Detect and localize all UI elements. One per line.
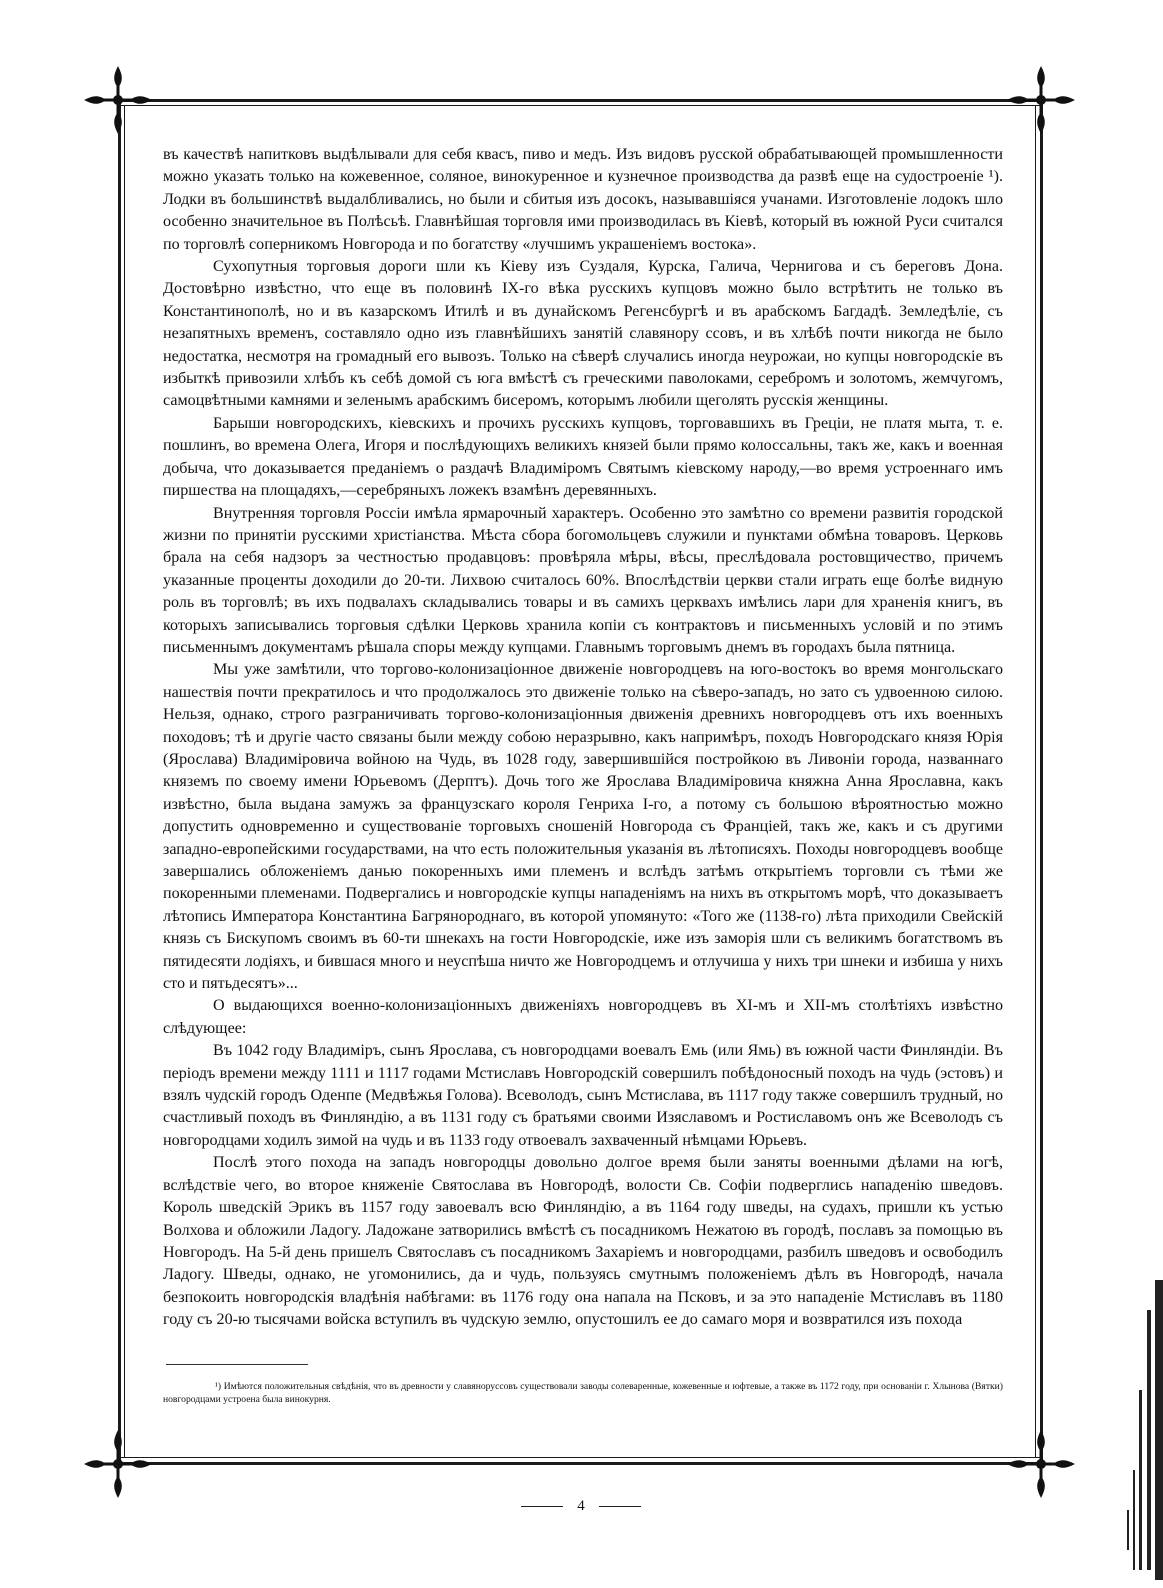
paragraph: Послѣ этого похода на западъ новгородцы довольно долгое время были заняты военными дѣлами на югѣ, вслѣдствіе чего, во второе княженіе Святослава въ Новгородѣ, волости Св. Софіи подверглись нападенію шведовъ. Король шведскій Эрикъ въ 1157 году завоевалъ всю Финляндію, а въ 1164 году шведы, на судахъ, пришли къ устью Волхова и обложили Ладогу. Ладожане затворились вмѣстѣ съ посадникомъ Нежатою въ городѣ, пославъ за помощью въ Новгородъ. На 5-й день пришелъ Святославъ съ посадникомъ Захаріемъ и новгородцами, разбилъ шведовъ и освободилъ Ладогу. Шведы, однако, не угомонились, да и чудь, пользуясь смутнымъ положеніемъ дѣлъ въ Новгородѣ, начала безпокоить новгородскія владѣнія набѣгами: въ 1176 году она напала на Псковъ, и за это нападеніе Мстиславъ въ 1180 году съ 20-ю тысячами войска вступилъ въ чудскую землю, опустошилъ ее до самаго моря и возвратился изъ похода: [163, 1154, 1003, 1329]
page-number-dash-right: [599, 1506, 641, 1507]
frame-top-border: [118, 99, 1040, 102]
paragraph: Сухопутныя торговыя дороги шли къ Кіеву изъ Суздаля, Курска, Галича, Чернигова и съ береговъ Дона. Достовѣрно извѣстно, что еще въ половинѣ IX-го вѣка русскихъ купцовъ можно было встрѣтить не только въ Константинополѣ, но и въ казарскомъ Итилѣ и въ дунайскомъ Регенсбургѣ и въ арабскомъ Багдадѣ. Земледѣліе, съ незапятныхъ временъ, составляло одно изъ главнѣйшихъ занятій славянору ссовъ, и въ хлѣбѣ почти никогда не было недостатка, несмотря на громадный его вывозъ. Только на сѣверѣ случались иногда неурожаи, но купцы новгородскіе въ избыткѣ привозили хлѣбъ къ себѣ домой съ юга вмѣстѣ съ греческими паволоками, серебромъ и золотомъ, жемчугомъ, самоцвѣтными камнями и зеленымъ арабскимъ бисеромъ, которымъ любили щеголять русскія женщины.: [163, 258, 1003, 410]
corner-ornament-icon: [1001, 60, 1081, 140]
footnote: ¹) Имѣются положительныя свѣдѣнія, что въ древности у славяноруссовъ существовали заводы солеваренные, кожевенные и юфтевые, а также въ 1172 году, при основаніи г. Хлынова (Вятки) новгородцами устроена была винокурня.: [163, 1381, 1003, 1405]
frame-right-inner-border: [1035, 105, 1036, 1458]
frame-left-border: [118, 99, 121, 1465]
scan-artifact: [1125, 1270, 1163, 1588]
frame-left-inner-border: [124, 105, 125, 1458]
paragraph: въ качествѣ напитковъ выдѣлывали для себя квасъ, пиво и медъ. Изъ видовъ русской обрабатывающей промышленности можно указать только на кожевенное, соляное, винокуренное и кузнечное производства да развѣ еще на судостроеніе ¹). Лодки въ большинствѣ выдалбливались, но были и сбитыя изъ досокъ, называвшіяся учанами. Изготовленіе лодокъ шло особенно значительное въ Полѣсьѣ. Главнѣйшая торговля ими производилась въ Кіевѣ, который въ южной Руси считался по торговлѣ соперникомъ Новгорода и по богатству «лучшимъ украшеніемъ востока».: [163, 146, 1003, 253]
paragraph: Внутренняя торговля Россіи имѣла ярмарочный характеръ. Особенно это замѣтно со времени развитія городской жизни по принятіи русскими христіанства. Мѣста сбора богомольцевъ служили и пунктами обмѣна товаровъ. Церковь брала на себя надзоръ за честностью продавцовъ: провѣряла мѣры, вѣсы, преслѣдовала ростовщичество, причемъ указанные проценты доходили до 20-ти. Лихвою считалось 60%. Впослѣдствіи церкви стали играть еще болѣе видную роль въ торговлѣ; въ ихъ подвалахъ складывались товары и въ самихъ церквахъ имѣлись лари для храненія книгъ, въ которыхъ записывались торговыя сдѣлки Церковь хранила копіи съ контрактовъ и письменныхъ условій и по этимъ письменнымъ документамъ рѣшала споры между купцами. Главнымъ торговымъ днемъ въ городахъ была пятница.: [163, 504, 1003, 656]
page-number: 4: [577, 1498, 585, 1514]
corner-ornament-icon: [1001, 1424, 1081, 1504]
paragraph: Мы уже замѣтили, что торгово-колонизаціонное движеніе новгородцевъ на юго-востокъ во время монгольскаго нашествія почти прекратилось и что продолжалось это движеніе только на сѣверо-западъ, но зато съ удвоенною силою. Нельзя, однако, строго разграничивать торгово-колонизаціонныя движенія древнихъ новгородцевъ отъ ихъ военныхъ походовъ; тѣ и другіе часто связаны были между собою неразрывно, какъ напримѣръ, походъ Новгородскаго князя Юрія (Ярослава) Владиміровича войною на Чудь, въ 1028 году, завершившійся постройкою въ Ливоніи города, названнаго княземъ по своему имени Юрьевомъ (Дерптъ). Дочь того же Ярослава Владиміровича княжна Анна Ярославна, какъ извѣстно, была выдана замужъ за французскаго короля Генриха I-го, а потому съ большою вѣроятностью можно допустить одновременно и существованіе торговыхъ сношеній Новгорода съ Франціей, такъ же, какъ и съ другими западно-европейскими государствами, на что есть положительныя указанія въ лѣтописяхъ. Походы новгородцевъ вообще завершались обложеніемъ данью покоренныхъ ими племенъ и вслѣдъ затѣмъ открытіемъ торговли съ тѣми же покоренными племенами. Подвергались и новгородскіе купцы нападеніямъ на нихъ въ открытомъ морѣ, что доказываетъ лѣтопись Императора Константина Багрянороднаго, въ которой упомянуто: «Того же (1138-го) лѣта приходили Свейскій князь съ Бискупомъ своимъ въ 60-ти шнекахъ на гости Новгородскіе, иже изъ заморія шли съ великимъ богатствомъ въ пятидесяти лодіяхъ, и бившася много и неуспѣша ничто же Новгородцемъ и отлучиша у нихъ три шнеки и избиша у нихъ сто и пятьдесятъ»...: [163, 661, 1003, 993]
page-number-area: [481, 1494, 681, 1518]
paragraph: О выдающихся военно-колонизаціонныхъ движеніяхъ новгородцевъ въ XI-мъ и XII-мъ столѣтіяхъ извѣстно слѣдующее:: [163, 997, 1003, 1037]
frame-right-border: [1040, 99, 1043, 1465]
corner-ornament-icon: [78, 60, 158, 140]
frame-bottom-border: [118, 1462, 1040, 1465]
body-text: [163, 144, 1003, 1332]
corner-ornament-icon: [78, 1424, 158, 1504]
footnote-divider: [166, 1364, 308, 1365]
paragraph: Барыши новгородскихъ, кіевскихъ и прочихъ русскихъ купцовъ, торговавшихъ въ Греціи, не платя мыта, т. е. пошлинъ, во времена Олега, Игоря и послѣдующихъ великихъ князей были прямо колоссальны, такъ же, какъ и военная добыча, что доказывается преданіемъ о раздачѣ Владиміромъ Святымъ кіевскому народу,—во время устроеннаго имъ пиршества на площадяхъ,—серебряныхъ ложекъ взамѣнъ деревянныхъ.: [163, 414, 1003, 500]
page-number-dash-left: [521, 1506, 563, 1507]
frame-bottom-inner-border: [118, 1457, 1040, 1458]
frame-top-inner-border: [118, 105, 1040, 106]
paragraph: Въ 1042 году Владиміръ, сынъ Ярослава, съ новгородцами воевалъ Емь (или Ямь) въ южной части Финляндіи. Въ періодъ времени между 1111 и 1117 годами Мстиславъ Новгородскій совершилъ побѣдоносный походъ на чудь (эстовъ) и взялъ чудскій городъ Оденпе (Медвѣжья Голова). Всеволодъ, сынъ Мстислава, въ 1117 году также совершилъ трудный, но счастливый походъ въ Финляндію, а въ 1131 году съ братьями своими Изяславомъ и Ростиславомъ онъ же Всеволодъ съ новгородцами ходилъ зимой на чудь и въ 1133 году отвоевалъ захваченный нѣмцами Юрьевъ.: [163, 1042, 1003, 1149]
